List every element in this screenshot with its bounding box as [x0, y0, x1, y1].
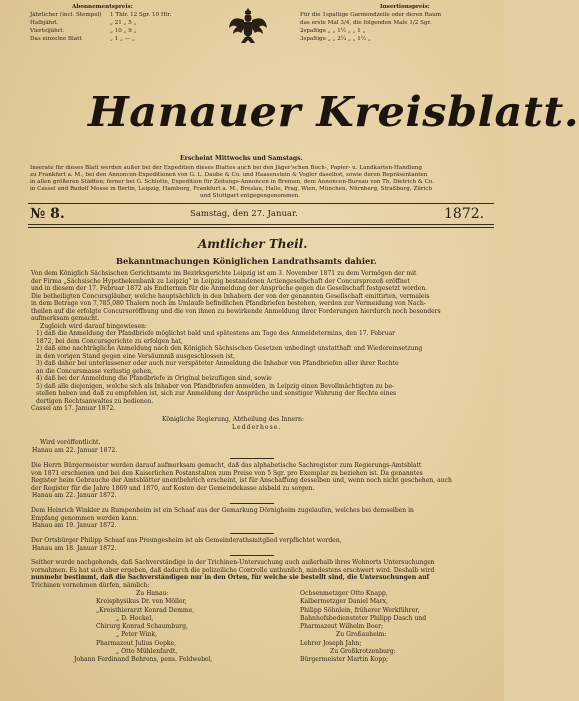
subscription-heading: Abonnementspreis:	[72, 4, 133, 10]
subscription-row-value: „ 10 „ 9 „	[110, 28, 137, 34]
body-text-line: Von dem Königlich Sächsischen Gerichtsamte im Bezirksgerichte Leipzig ist am 3. November 1871 zu dem Vermögen der mit	[31, 270, 417, 277]
body-text-line: dortigen Rechtsanwaltes zu bedienen.	[36, 397, 154, 405]
list-item: Ochsenmetzger Otto Knapp,	[300, 590, 388, 597]
body-text-line: und in diesem der 17. Februar 1872 als Endtermin für die Anmeldung der Ansprüche gegen die Gesellschaft festgesetzt worden.	[31, 285, 428, 292]
short-notice-line1: Wird veröffentlicht.	[40, 439, 101, 446]
separator	[230, 503, 274, 504]
body-text-line: in dem Betrage von 7,785,080 Thalern noch im Umlaufe befindlichen Pfandbriefen bestehen, werden zur Vermeidung von Nach-	[31, 300, 426, 307]
body-text-line: Register beim Gebrauche der Amtsblätter unentbehrlich erscheint, ist für Anschaffung desselben und, wenn noch nicht geschehen, auch	[31, 477, 452, 484]
body-text-line: Empfang genommen werden kann.	[31, 514, 139, 522]
body-text-line: stellen haben und daß zu empfehlen ist, sich zur Anmeldung der Ansprüche und sonstiger Wahrung der Rechte eines	[36, 390, 397, 397]
list-item: Kalbermetzger Daniel Marx,	[300, 598, 388, 606]
ads-line: Inserate für dieses Blatt werden außer bei der Expedition dieses Blattes auch bei den Jäger'schen Buch-, Papier- u. Landkarten-Handlung	[30, 165, 422, 171]
place-heading: Zu Hanau:	[136, 590, 169, 597]
body-text-line: vornahmen. Es hat sich aber ergeben, daß dadurch die polizeiliche Controlle unthunlich, mindestens erschwert wird. Deshalb wird	[31, 566, 435, 574]
issue-rule-bottom	[28, 224, 494, 228]
list-item: „Kreisthierarzt Konrad Demme,	[96, 606, 195, 614]
body-text-line: Die Herrn Bürgermeister werden darauf aufmerksam gemacht, daß das alphabetische Sachregister zum Regierungs-Amtsblatt	[31, 462, 422, 469]
body-text-line: der Firma „Sächsische Hypothekenbank zu Leipzig“ in Leipzig bestandenen Actiengesellschaft der Concursprozeß eröffnet	[31, 277, 410, 285]
short-notice-line2: Hanau am 22. Januar 1872.	[32, 447, 118, 454]
separator	[230, 555, 274, 556]
body-text-line: der Register für die Jahre 1869 und 1870, auf Kosten der Gemeindekasse alsbald zu sorgen.	[31, 484, 315, 492]
place-heading: Zu Großauheim:	[336, 631, 387, 639]
list-item: Lehrer Joseph Jahn;	[300, 639, 362, 647]
ads-line: in allen größeren Städten; ferner bei G. Schlotte, Expedition für Zeitungs-Annoncen in Bremen, dem Annoncen-Bureau von Th. Dietrich & Co.	[30, 179, 434, 185]
masthead-schedule: Erscheint Mittwochs und Samstags.	[180, 155, 303, 162]
ads-line: in Cassel und Rudolf Mosse in Berlin, Leipzig, Hamburg, Frankfurt a. M., Breslau, Halle, Prag, Wien, München, Nürnberg, Straßburg, Zürich	[30, 186, 433, 192]
body-text-line: 1) daß die Anmeldung der Pfandbriefe möglichst bald und spätestens am Tage des Anmeldetermins, den 17. Februar	[36, 330, 396, 337]
place-heading: Zu Großkrotzenburg:	[330, 648, 396, 656]
body-text-line: 4) daß bei der Anmeldung die Pfandbriefe in Original beizufügen sind, sowie	[36, 375, 272, 382]
ads-line: zu Frankfurt a. M., bei den Annoncen-Expeditionen von G. L. Daube & Co. und Haasenstein & Vogler daselbst, sowie deren Repräsentanten	[30, 172, 428, 178]
issue-number: № 8.	[30, 206, 65, 222]
body-text-line: Hanau am 19. Januar 1872.	[32, 522, 117, 529]
body-text-line: in den vorigen Stand gegen eine Versäumniß ausgeschlossen ist,	[36, 352, 236, 360]
list-item: „ Peter Wink,	[116, 631, 158, 639]
place-list-left	[74, 590, 213, 665]
subscription-row-label: Jährlicher (incl. Stempel)	[30, 12, 102, 18]
insertion-row: Für die 1spaltige Garmondzeile oder deren Raum	[300, 12, 442, 18]
list-item: „ D. Heckel,	[116, 614, 154, 622]
subscription-row-value: 1 Thlr. 12 Sgr. 10 Hlr.	[110, 12, 172, 18]
insertion-row: das erste Mal 3/4, die folgenden Male 1/2 Sgr.	[300, 20, 432, 26]
body-text-line: Hanau am 22. Januar 1872.	[32, 492, 117, 499]
place-list-right	[300, 590, 426, 665]
insertion-row: 3spaltige „ „ 2¼ „ „ 1½ „	[300, 36, 371, 42]
body-text-line: 1872, bei dem Concursgerichte zu erfolgen hat,	[36, 337, 183, 345]
body-text-line: 5) daß alle diejenigen, welche sich als Inhaber von Pfandbriefen anmelden, in Leipzig einen Bevollmächtigten zu be-	[36, 382, 395, 390]
subscription-row-label: Halbjährl.	[30, 20, 59, 26]
subscription-row-label: Das einzelne Blatt	[30, 36, 82, 42]
prussian-eagle-icon	[228, 6, 268, 44]
body-text-line: Die betheiligten Concursgläuber, welche hauptsächlich in den Inhabern der von der genannten Gesellschaft emittirten, vermaleis	[31, 292, 430, 300]
list-item: Bahnhofsbediensteter Philipp Dasch und	[300, 614, 427, 622]
body-text-line: an die Concursmasse verlustig gehen,	[36, 367, 153, 375]
body-text-line: Zugleich wird darauf hingewiesen:	[40, 322, 147, 330]
signature-name: Ledderhose.	[232, 424, 282, 431]
issue-year: 1872.	[444, 206, 485, 222]
issue-date: Samstag, den 27. Januar.	[190, 209, 298, 219]
separator	[230, 458, 274, 459]
body-text-line: nunmehr bestimmt, daß die Sachverständigen nur in den Orten, für welche sie bestellt sind, die Untersuchungen auf	[31, 574, 430, 581]
list-item: „ Otto Mühlenfardt,	[116, 648, 178, 656]
body-text-line: aufmerksam gemacht.	[31, 315, 100, 322]
masthead-title: Hanauer Kreisblatt.	[88, 88, 579, 136]
issue-rule-top	[28, 203, 494, 204]
body-text-line: Der Ortsbürger Philipp Schaaf aus Preungesheim ist als Gemeinderathsmitglied verpflichtet worden,	[31, 537, 342, 544]
body-text-line: theilen auf die erfolgte Concurseröffnung und die von ihnen zu bewirkende Anmeldung ihrer Forderungen hierdurch noch besonders	[31, 307, 441, 315]
body-text-line: Dem Heinrich Winkler zu Rumpenheim ist ein Schaaf aus der Gemarkung Dörnigheim zugelaufen, welches bei demselben in	[31, 507, 414, 514]
list-item: Kreisphysikus Dr. von Möller,	[96, 598, 187, 606]
section-title: Amtlicher Theil.	[198, 237, 308, 251]
list-item: Pharmazeut Julius Oepke,	[96, 639, 177, 647]
insertion-heading: Insertionspreis:	[380, 4, 430, 10]
subscription-row-label: Vierteljährl.	[30, 28, 64, 34]
list-item: Bürgermeister Martin Kopp;	[300, 656, 389, 664]
notice-title: Bekanntmachungen Königlichen Landrathsamts dahier.	[116, 256, 377, 266]
ads-line: und Stuttgart entgegengenommen.	[200, 193, 301, 199]
body-text-line: Seither wurde nachgehends, daß Sachverständige in der Trichinen-Untersuchung auch außerhalb ihres Wohnorts Untersuchungen	[31, 559, 435, 566]
body-text-line: 3) daß daher bei unterlassener oder auch nur verspäteter Anmeldung die Inhaber von Pfandbriefen aller ihrer Rechte	[36, 360, 399, 367]
subscription-row-value: „ 21 „ 5 „	[110, 20, 137, 26]
signature-authority: Königliche Regierung, Abtheilung des Innern:	[162, 416, 304, 423]
subscription-row-value: „ 1 „ — „	[110, 36, 135, 42]
list-item: Johann Ferdinand Behrens, pens. Feldwebel,	[74, 656, 213, 664]
insertion-row: 2spaltige „ „ 1½ „ „ 1 „	[300, 28, 366, 34]
body-text-line: Trichinen vornehmen dürfen, nämlich:	[31, 581, 150, 589]
body-text-line: Hanau am 18. Januar 1872.	[32, 544, 117, 552]
body-text-line: von 1871 erschienen und bei den Kaiserlichen Postanstalten zum Preise von 5 Sgr. pro Exemplar zu beziehen ist. Da genanntes	[31, 469, 423, 477]
body-text-line: Cassel am 17. Januar 1872.	[31, 405, 116, 412]
list-item: Chirurg Konrad Schaumburg,	[96, 623, 188, 631]
list-item: Philipp Söhnlein, früherer Werkführer,	[300, 606, 420, 614]
separator	[230, 533, 274, 534]
list-item: Pharmazeut Wilhelm Boer;	[300, 623, 384, 631]
body-text-line: 2) daß eine nachträgliche Anmeldung nach den Königlich Sächsischen Gesetzen unbedingt unstatthaft und Wiedereinsetzung	[36, 345, 423, 352]
